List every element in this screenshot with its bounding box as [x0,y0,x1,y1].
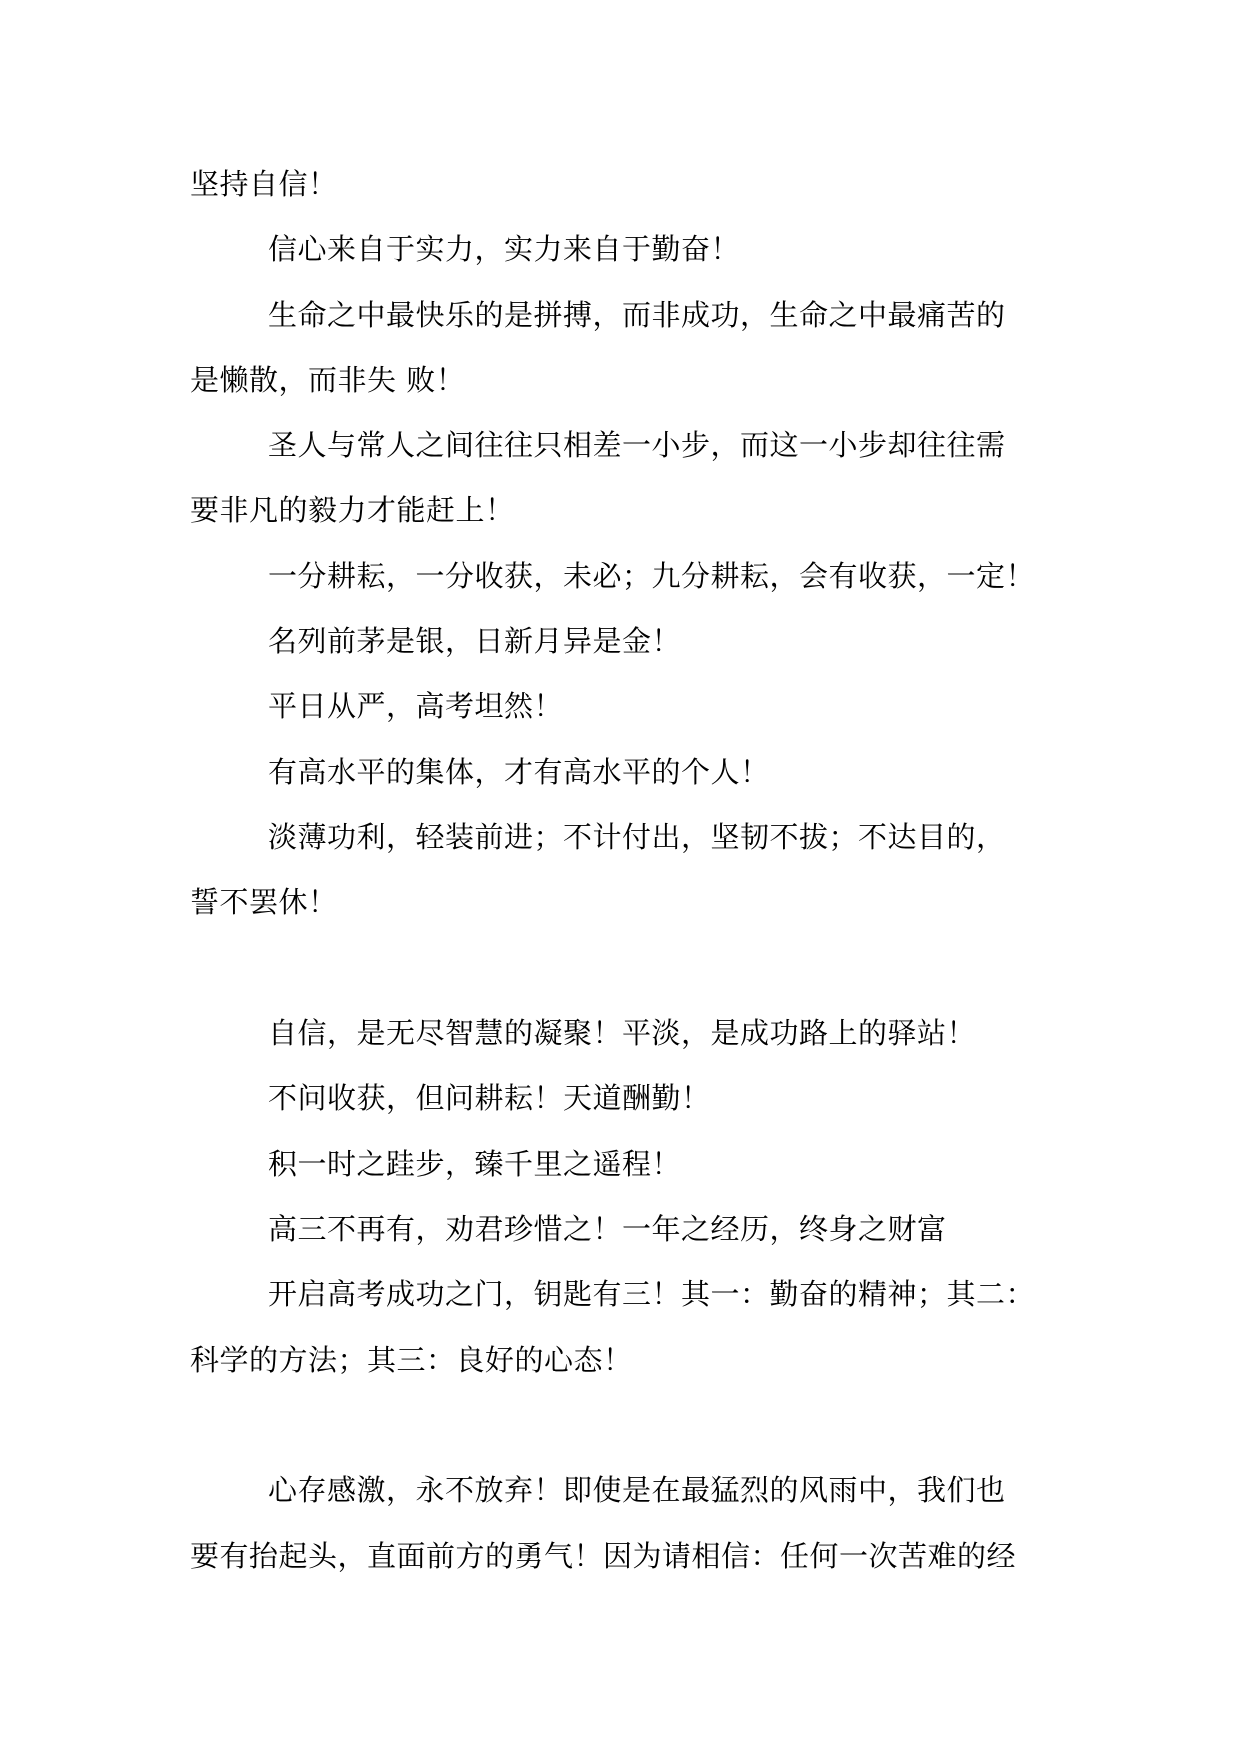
text-line: 坚持自信！ [190,167,338,201]
text-line: 开启高考成功之门，钥匙有三！其一：勤奋的精神；其二： [268,1277,1036,1311]
text-line: 圣人与常人之间往往只相差一小步，而这一小步却往往需 [268,428,1006,462]
text-line: 誓不罢休！ [190,885,338,919]
text-line: 平日从严，高考坦然！ [268,689,564,723]
text-line: 积一时之跬步，臻千里之遥程！ [268,1147,682,1181]
text-line: 一分耕耘，一分收获，未必；九分耕耘，会有收获，一定！ [268,559,1036,593]
text-line: 有高水平的集体，才有高水平的个人！ [268,755,770,789]
text-line: 高三不再有，劝君珍惜之！一年之经历，终身之财富 [268,1212,947,1246]
text-line: 不问收获，但问耕耘！天道酬勤！ [268,1081,711,1115]
text-line: 心存感激，永不放弃！即使是在最猛烈的风雨中，我们也 [268,1473,1006,1507]
text-line: 要有抬起头，直面前方的勇气！因为请相信：任何一次苦难的经 [190,1539,1017,1573]
text-line: 淡薄功利，轻装前进；不计付出，坚韧不拔；不达目的， [268,820,1006,854]
text-line: 名列前茅是银，日新月异是金！ [268,624,682,658]
text-line: 是懒散，而非失 败！ [190,363,466,397]
text-line: 自信，是无尽智慧的凝聚！平淡，是成功路上的驿站！ [268,1016,977,1050]
text-line: 要非凡的毅力才能赶上！ [190,493,515,527]
text-line: 科学的方法；其三：良好的心态！ [190,1343,633,1377]
text-line: 生命之中最快乐的是拼搏，而非成功，生命之中最痛苦的 [268,298,1006,332]
text-line: 信心来自于实力，实力来自于勤奋！ [268,232,741,266]
